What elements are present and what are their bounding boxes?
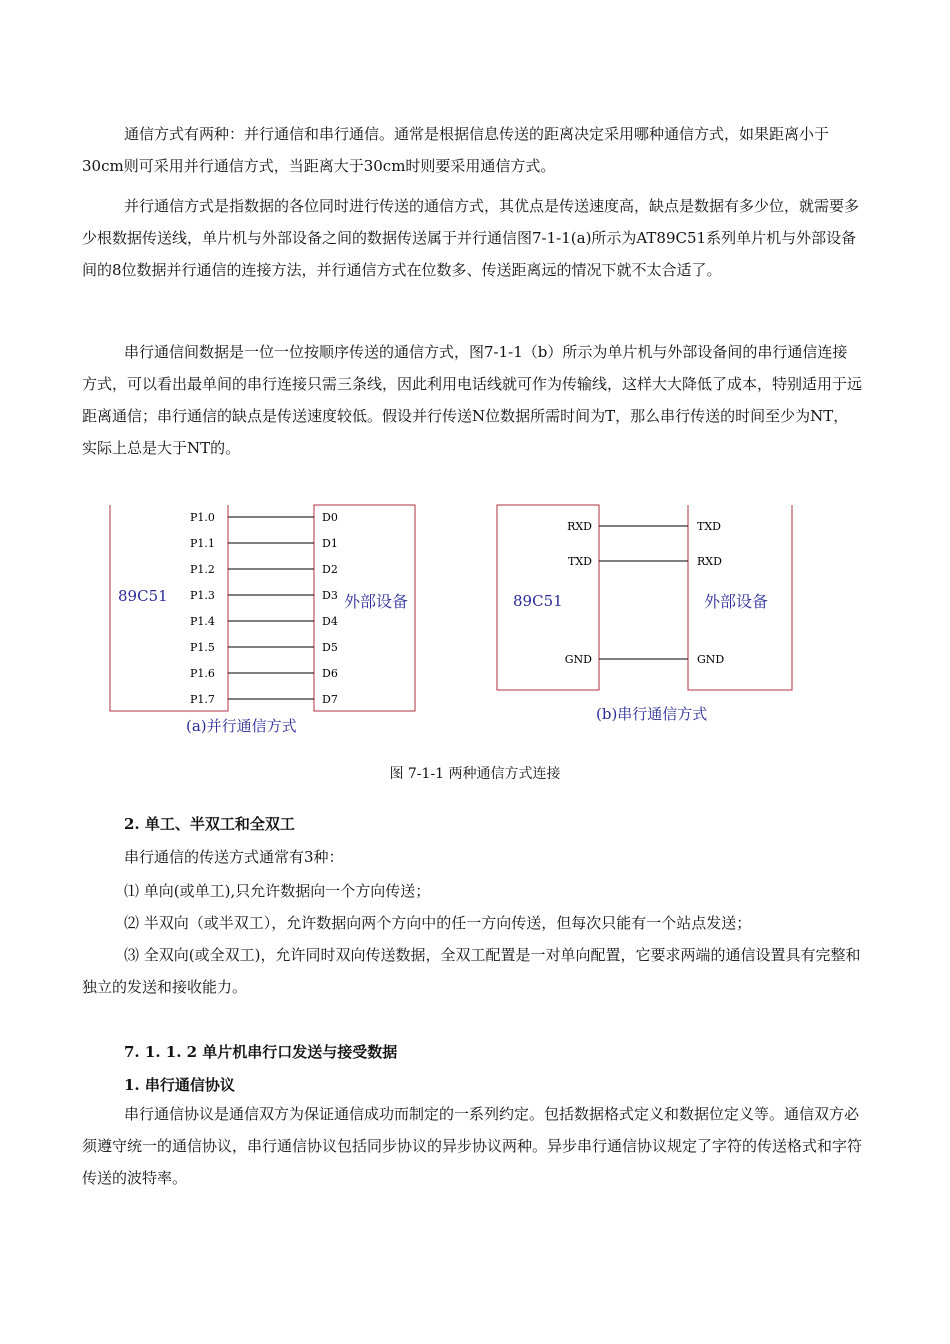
duplex-item-half: ⑵ 半双向（或半双工），允许数据向两个方向中的任一方向传送，但每次只能有一个站点发送； bbox=[124, 914, 752, 932]
mcu-box-parallel bbox=[110, 505, 228, 711]
paragraph-intro: 通信方式有两种：并行通信和串行通信。通常是根据信息传送的距离决定采用哪种通信方式，如果距离小于30cm则可采用并行通信方式，当距离大于30cm时则要采用通信方式。 bbox=[82, 125, 830, 175]
paragraph-protocol: 串行通信协议是通信双方为保证通信成功而制定的一系列约定。包括数据格式定义和数据位定义等。通信双方必须遵守统一的通信协议，串行通信协议包括同步协议的异步协议两种。异步串行通信协议规定了字符的传送格式和字符传送的波特率。 bbox=[82, 1105, 863, 1187]
figure-serial bbox=[497, 505, 792, 723]
caption-serial: (b)串行通信方式 bbox=[596, 705, 708, 723]
figure-connection-diagram bbox=[0, 495, 950, 745]
serial-device-pin-label: RXD bbox=[697, 555, 722, 568]
duplex-item-simplex: ⑴ 单向(或单工),只允许数据向一个方向传送； bbox=[124, 882, 431, 900]
pin-label: P1.1 bbox=[190, 537, 215, 550]
section-heading-duplex: 2. 单工、半双工和全双工 bbox=[124, 815, 295, 833]
duplex-intro: 串行通信的传送方式通常有3种： bbox=[124, 848, 344, 866]
data-pin-label: D4 bbox=[322, 615, 338, 628]
paragraph-serial: 串行通信间数据是一位一位按顺序传送的通信方式，图7-1-1（b）所示为单片机与外部设备间的串行通信连接方式，可以看出最单间的串行连接只需三条线，因此利用电话线就可作为传输线，这样大大降低了成本，特别适用于远距离通信；串行通信的缺点是传送速度较低。假设并行传送N位数据所需时间为T，那么串行传送的时间至少为NT，实际上总是大于NT的。 bbox=[82, 343, 863, 457]
pin-label: P1.3 bbox=[190, 589, 215, 602]
device-label-parallel: 外部设备 bbox=[344, 592, 409, 611]
pin-label: P1.5 bbox=[190, 641, 215, 654]
pin-label: P1.7 bbox=[190, 693, 215, 706]
mcu-label-parallel: 89C51 bbox=[118, 587, 168, 605]
figure-caption: 图 7-1-1 两种通信方式连接 bbox=[389, 766, 561, 782]
data-pin-label: D5 bbox=[322, 641, 338, 654]
mcu-label-serial: 89C51 bbox=[513, 592, 563, 610]
serial-pin-label: TXD bbox=[568, 555, 592, 568]
duplex-item-full: ⑶ 全双向(或全双工)，允许同时双向传送数据，全双工配置是一对单向配置，它要求两端的通信设置具有完整和独立的发送和接收能力。 bbox=[82, 946, 861, 996]
pin-label: P1.6 bbox=[190, 667, 215, 680]
paragraph-parallel: 并行通信方式是指数据的各位同时进行传送的通信方式，其优点是传送速度高，缺点是数据有多少位，就需要多少根数据传送线，单片机与外部设备之间的数据传送属于并行通信图7-1-1(a)所示为AT89C51系列单片机与外部设备间的8位数据并行通信的连接方法，并行通信方式在位数多、传送距离远的情况下就不太合适了。 bbox=[82, 197, 860, 279]
data-pin-label: D6 bbox=[322, 667, 338, 680]
pin-label: P1.2 bbox=[190, 563, 215, 576]
section-heading-serial-port: 7. 1. 1. 2 单片机串行口发送与接受数据 bbox=[124, 1043, 398, 1061]
device-label-serial: 外部设备 bbox=[704, 592, 769, 611]
figure-parallel bbox=[110, 505, 415, 735]
pin-label: P1.0 bbox=[190, 511, 215, 524]
pin-label: P1.4 bbox=[190, 615, 215, 628]
serial-pin-label: GND bbox=[564, 653, 592, 666]
serial-device-pin-label: GND bbox=[697, 653, 725, 666]
data-pin-label: D1 bbox=[322, 537, 338, 550]
caption-parallel: (a)并行通信方式 bbox=[186, 717, 297, 735]
data-pin-label: D0 bbox=[322, 511, 338, 524]
serial-pin-label: RXD bbox=[567, 520, 592, 533]
serial-device-pin-label: TXD bbox=[697, 520, 721, 533]
subheading-protocol: 1. 串行通信协议 bbox=[124, 1076, 235, 1094]
data-pin-label: D7 bbox=[322, 693, 338, 706]
data-pin-label: D3 bbox=[322, 589, 338, 602]
data-pin-label: D2 bbox=[322, 563, 338, 576]
